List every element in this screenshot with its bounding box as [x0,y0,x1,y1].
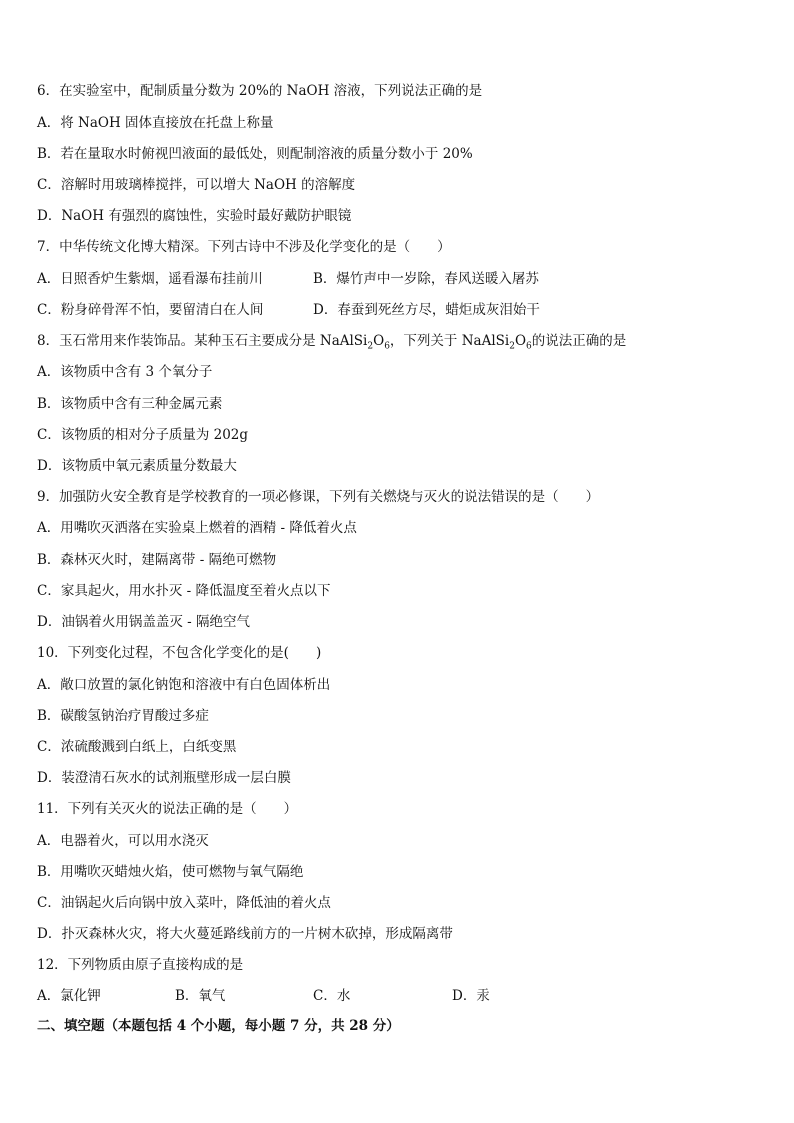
question-8-stem-part: 的说法正确的是 [531,333,627,349]
question-8-option-d: D．该物质中氧元素质量分数最大 [37,458,237,474]
question-7-option-a: A．日照香炉生紫烟，遥看瀑布挂前川 [37,271,263,287]
subscript: 6 [384,341,390,352]
question-10-option-c: C．浓硫酸溅到白纸上，白纸变黑 [37,739,237,755]
question-12-option-a: A．氯化钾 [37,988,101,1004]
question-8-option-a: A．该物质中含有 3 个氧分子 [37,364,213,380]
section-heading: 二、填空题（本题包括 4 个小题，每小题 7 分，共 28 分） [37,1018,400,1034]
subscript: 2 [509,341,515,352]
question-8-stem [37,332,626,356]
question-10-stem: 10．下列变化过程，不包含化学变化的是( ) [37,645,322,661]
question-8-stem-part: 8．玉石常用来作装饰品。某种玉石主要成分是 NaAlSi [37,333,368,349]
question-8-stem-part: ，下列关于 NaAlSi [389,333,510,349]
question-10-option-d: D．装澄清石灰水的试剂瓶壁形成一层白膜 [37,770,291,786]
subscript: 6 [526,341,532,352]
question-6-stem: 6．在实验室中，配制质量分数为 20%的 NaOH 溶液，下列说法正确的是 [37,83,483,99]
question-12-option-b: B．氧气 [175,988,226,1004]
question-11-option-b: B．用嘴吹灭蜡烛火焰，使可燃物与氧气隔绝 [37,864,304,880]
question-6-option-c: C．溶解时用玻璃棒搅拌，可以增大 NaOH 的溶解度 [37,177,356,193]
question-6-option-a: A．将 NaOH 固体直接放在托盘上称量 [37,115,274,131]
question-9-option-c: C．家具起火，用水扑灭 - 降低温度至着火点以下 [37,583,331,599]
question-9-option-d: D．油锅着火用锅盖盖灭 - 隔绝空气 [37,614,250,630]
question-9-stem: 9．加强防火安全教育是学校教育的一项必修课，下列有关燃烧与灭火的说法错误的是（ ） [37,489,600,505]
question-12-stem: 12．下列物质由原子直接构成的是 [37,957,244,973]
question-12-option-c: C．水 [313,988,351,1004]
question-7-stem: 7．中华传统文化博大精深。下列古诗中不涉及化学变化的是（ ） [37,239,451,255]
question-8-stem-part: O [514,333,527,349]
question-11-option-c: C．油锅起火后向锅中放入菜叶，降低油的着火点 [37,895,331,911]
question-11-stem: 11．下列有关灭火的说法正确的是（ ） [37,801,298,817]
question-10-option-a: A．敞口放置的氯化钠饱和溶液中有白色固体析出 [37,677,331,693]
question-8-option-c: C．该物质的相对分子质量为 202g [37,427,249,443]
question-11-option-d: D．扑灭森林火灾，将大火蔓延路线前方的一片树木砍掉，形成隔离带 [37,926,453,942]
question-11-option-a: A．电器着火，可以用水浇灭 [37,833,209,849]
question-12-option-d: D．汞 [452,988,490,1004]
question-6-option-d: D．NaOH 有强烈的腐蚀性，实验时最好戴防护眼镜 [37,208,352,224]
question-9-option-a: A．用嘴吹灭洒落在实验桌上燃着的酒精 - 降低着火点 [37,520,357,536]
question-8-stem-part: O [373,333,385,349]
question-7-option-b: B．爆竹声中一岁除，春风送暖入屠苏 [313,271,539,287]
question-9-option-b: B．森林灭火时，建隔离带 - 隔绝可燃物 [37,552,277,568]
subscript: 2 [367,341,374,352]
question-10-option-b: B．碳酸氢钠治疗胃酸过多症 [37,708,209,724]
question-6-option-b: B．若在量取水时俯视凹液面的最低处，则配制溶液的质量分数小于 20% [37,146,473,162]
question-8-option-b: B．该物质中含有三种金属元素 [37,396,223,412]
question-7-option-d: D．春蚕到死丝方尽，蜡炬成灰泪始干 [313,302,540,318]
question-7-option-c: C．粉身碎骨浑不怕，要留清白在人间 [37,302,264,318]
